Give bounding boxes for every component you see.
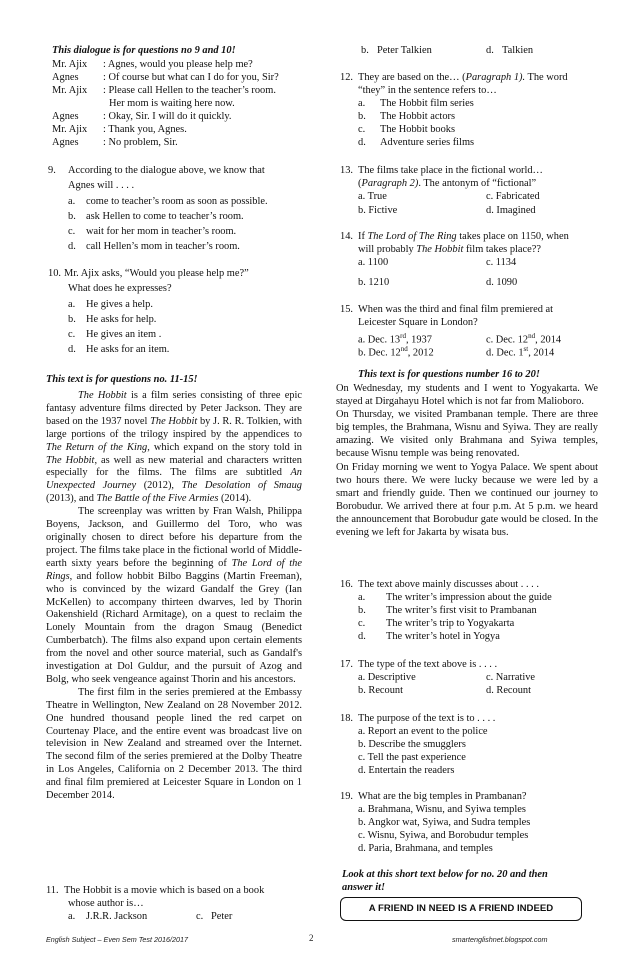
- question-number: 12.: [340, 72, 353, 83]
- paragraph-1: The Hobbit is a film series consisting of three epic fantasy adventure films directed by Peter Jackson. They are based on the 1937 novel The Hobbit by J. R. R. Tolkien, with large portions of the trilogy inspired by the appendices to The Return of the King, which expand on the story told in The Hobbit, as well as new material and characters written especially for the films. The films are subtitled An Unexpected Journey (2012), The Desolation of Smaug (2013), and The Battle of the Five Armies (2014).: [46, 390, 302, 505]
- option-b: b. Angkor wat, Syiwa, and Sudra temples: [358, 817, 531, 828]
- option-c: c. Wisnu, Syiwa, and Borobudur temples: [358, 830, 529, 841]
- question-stem: What does he expresses?: [68, 283, 172, 294]
- option-d: d. 1090: [486, 277, 518, 288]
- option-label: b.: [361, 45, 369, 56]
- option-b: ask Hellen to come to teacher’s room.: [86, 211, 244, 222]
- option-a: a. Brahmana, Wisnu, and Syiwa temples: [358, 804, 526, 815]
- option-label: c.: [196, 911, 204, 922]
- option-label: a.: [68, 299, 76, 310]
- question-stem: The type of the text above is . . . .: [358, 659, 498, 670]
- option-d: d. Recount: [486, 685, 532, 696]
- story-paragraph: On Wednesday, my students and I went to Yogyakarta. We stayed at Dirgahayu Hotel which is not far from Malioboro.: [336, 383, 598, 408]
- option-c: The Hobbit books: [380, 124, 456, 135]
- story-paragraph: On Thursday, we visited Prambanan temple. There are three big temples, the Brahmana, Wisnu and Syiwa. They are really amazing. We visited only Brahmana and Syiwa temples, because Wisnu temple was being renovated.: [336, 409, 598, 460]
- question-stem: will probably The Hobbit film takes place??: [358, 244, 541, 255]
- option-d: The writer’s hotel in Yogya: [386, 631, 500, 642]
- footer-subject: English Subject – Even Sem Test 2016/2017: [46, 935, 188, 944]
- option-d: call Hellen’s mom in teacher’s room.: [86, 241, 240, 252]
- question-stem: When was the third and final film premiered at: [358, 304, 554, 315]
- question-stem: whose author is…: [68, 898, 144, 909]
- option-b: b. Fictive: [358, 205, 398, 216]
- q20-heading: answer it!: [342, 882, 386, 893]
- option-c: c. Dec. 12nd, 2014: [486, 332, 562, 346]
- question-number: 13.: [340, 165, 353, 176]
- dialogue-line: : Please call Hellen to the teacher’s room.: [103, 85, 276, 96]
- option-label: c.: [68, 226, 76, 237]
- dialogue-line: : Of course but what can I do for you, Sir?: [103, 72, 279, 83]
- option-label: b.: [358, 605, 366, 616]
- option-label: d.: [358, 631, 366, 642]
- option-label: a.: [68, 911, 76, 922]
- option-label: a.: [68, 196, 76, 207]
- question-stem: (Paragraph 2). The antonym of “fictional”: [358, 178, 537, 189]
- speaker: Mr. Ajix: [52, 124, 88, 135]
- option-d: d. Entertain the readers: [358, 765, 455, 776]
- option-a: He gives a help.: [86, 299, 153, 310]
- question-number: 16.: [340, 579, 353, 590]
- option-a: J.R.R. Jackson: [86, 911, 148, 922]
- yogyakarta-text: [336, 382, 598, 539]
- question-stem: Agnes will . . . .: [68, 180, 135, 191]
- option-d: d. Imagined: [486, 205, 536, 216]
- option-a: The writer’s impression about the guide: [386, 592, 552, 603]
- footer-website: smartenglishnet.blogspot.com: [452, 935, 548, 944]
- option-b: b. Describe the smugglers: [358, 739, 466, 750]
- dialogue-heading: This dialogue is for questions no 9 and 10!: [52, 45, 236, 56]
- question-number: 15.: [340, 304, 353, 315]
- option-label: b.: [68, 211, 76, 222]
- paragraph-2: The screenplay was written by Fran Walsh, Philippa Boyens, Jackson, and Guillermo del Toro, who was originally chosen to direct before his departure from the project. The films take place in the fictional world of Middle-earth sixty years before the beginning of The Lord of the Rings, and follow hobbit Bilbo Baggins (Martin Freeman), who is convinced by the wizard Gandalf the Grey (Ian McKellen) to accompany thirteen dwarves, led by Thorin Oakenshield (Richard Armitage), on a quest to reclaim the Lonely Mountain from the dragon Smaug (Benedict Cumberbatch). The films also expand upon certain elements from the novel and other source material, such as Gandalf's investigation at Dol Guldur, and the pursuit of Azog and Bolg, who seek vengeance against Thorin and his ancestors.: [46, 506, 302, 685]
- option-b: b. Dec. 12nd, 2012: [358, 345, 434, 359]
- option-label: b.: [358, 111, 366, 122]
- question-number: 18.: [340, 713, 353, 724]
- dialogue-line: : Agnes, would you please help me?: [103, 59, 253, 70]
- story-paragraph: On Friday morning we went to Yogya Palace. We spent about two hours there. We were lucky because we were led by a smart and friendly guide. Then we continued our journey to Borobudur. We arrived there at four p.m. At 5 p.m. we heard the announcement that Borobudur gate would be closed. In the evening we left for Jakarta by wisata bus.: [336, 461, 598, 539]
- dialogue-line: : Okay, Sir. I will do it quickly.: [103, 111, 232, 122]
- option-c: c. Tell the past experience: [358, 752, 466, 763]
- option-a: The Hobbit film series: [380, 98, 474, 109]
- option-b: Peter Talkien: [377, 45, 432, 56]
- option-b: The writer’s first visit to Prambanan: [386, 605, 537, 616]
- question-stem: They are based on the… (Paragraph 1). The word: [358, 72, 568, 83]
- option-d: Talkien: [502, 45, 534, 56]
- speaker: Mr. Ajix: [52, 59, 88, 70]
- question-stem: The text above mainly discusses about . . . .: [358, 579, 539, 590]
- speaker: Agnes: [52, 72, 79, 83]
- option-label: a.: [358, 592, 366, 603]
- option-label: d.: [68, 344, 76, 355]
- question-stem: The Hobbit is a movie which is based on a book: [64, 885, 265, 896]
- question-number: 19.: [340, 791, 353, 802]
- option-a: a. Dec. 13rd, 1937: [358, 332, 432, 346]
- option-label: d.: [486, 45, 494, 56]
- question-stem: According to the dialogue above, we know that: [68, 165, 265, 176]
- option-a: a. Descriptive: [358, 672, 416, 683]
- option-c: He gives an item .: [86, 329, 162, 340]
- question-stem: Mr. Ajix asks, “Would you please help me?”: [64, 268, 249, 279]
- question-stem: Leicester Square in London?: [358, 317, 478, 328]
- option-b: b. Recount: [358, 685, 404, 696]
- option-label: c.: [358, 124, 366, 135]
- option-c: Peter: [211, 911, 233, 922]
- option-d: d. Dec. 1st, 2014: [486, 345, 555, 359]
- q20-heading: Look at this short text below for no. 20 and then: [342, 869, 548, 880]
- question-number: 14.: [340, 231, 353, 242]
- option-a: come to teacher’s room as soon as possible.: [86, 196, 268, 207]
- option-b: He asks for help.: [86, 314, 157, 325]
- option-label: d.: [68, 241, 76, 252]
- proverb-box: A FRIEND IN NEED IS A FRIEND INDEED: [340, 897, 582, 921]
- question-number: 10.: [48, 268, 61, 279]
- option-a: a. 1100: [358, 257, 389, 268]
- option-label: a.: [358, 98, 366, 109]
- text-heading: This text is for questions no. 11-15!: [46, 374, 198, 385]
- speaker: Mr. Ajix: [52, 85, 88, 96]
- option-c: c. 1134: [486, 257, 517, 268]
- dialogue-line: : No problem, Sir.: [103, 137, 178, 148]
- question-number: 17.: [340, 659, 353, 670]
- option-c: wait for her mom in teacher’s room.: [86, 226, 237, 237]
- option-c: The writer’s trip to Yogyakarta: [386, 618, 515, 629]
- option-label: d.: [358, 137, 366, 148]
- option-b: The Hobbit actors: [380, 111, 456, 122]
- option-d: He asks for an item.: [86, 344, 170, 355]
- option-a: a. True: [358, 191, 387, 202]
- dialogue-line: : Thank you, Agnes.: [103, 124, 187, 135]
- option-b: b. 1210: [358, 277, 390, 288]
- text2-heading: This text is for questions number 16 to 20!: [358, 369, 540, 380]
- question-stem: “they” in the sentence refers to…: [358, 85, 497, 96]
- option-c: c. Narrative: [486, 672, 536, 683]
- hobbit-text: [46, 390, 302, 803]
- option-d: Adventure series films: [380, 137, 475, 148]
- speaker: Agnes: [52, 111, 79, 122]
- question-number: 9.: [48, 165, 56, 176]
- question-stem: What are the big temples in Prambanan?: [358, 791, 527, 802]
- page-number: 2: [309, 933, 314, 943]
- option-label: c.: [358, 618, 366, 629]
- dialogue-line: Her mom is waiting here now.: [109, 98, 235, 109]
- option-c: c. Fabricated: [486, 191, 540, 202]
- option-label: c.: [68, 329, 76, 340]
- option-a: a. Report an event to the police: [358, 726, 488, 737]
- question-stem: The purpose of the text is to . . . .: [358, 713, 496, 724]
- option-d: d. Paria, Brahmana, and temples: [358, 843, 493, 854]
- question-stem: The films take place in the fictional world…: [358, 165, 543, 176]
- question-number: 11.: [46, 885, 59, 896]
- question-stem: If The Lord of The Ring takes place on 1150, when: [358, 231, 569, 242]
- paragraph-3: The first film in the series premiered at the Embassy Theatre in Wellington, New Zealand on 28 November 2012. One hundred thousand people lined the red carpet on Courtenay Place, and the entire event was broadcast live on television in New Zealand and streamed over the Internet. The second film of the series premiered at the Dolby Theatre in Los Angeles, California on 2 December 2013. The third and final film premiered at Leicester Square in London on 1 December 2014.: [46, 686, 302, 802]
- speaker: Agnes: [52, 137, 79, 148]
- option-label: b.: [68, 314, 76, 325]
